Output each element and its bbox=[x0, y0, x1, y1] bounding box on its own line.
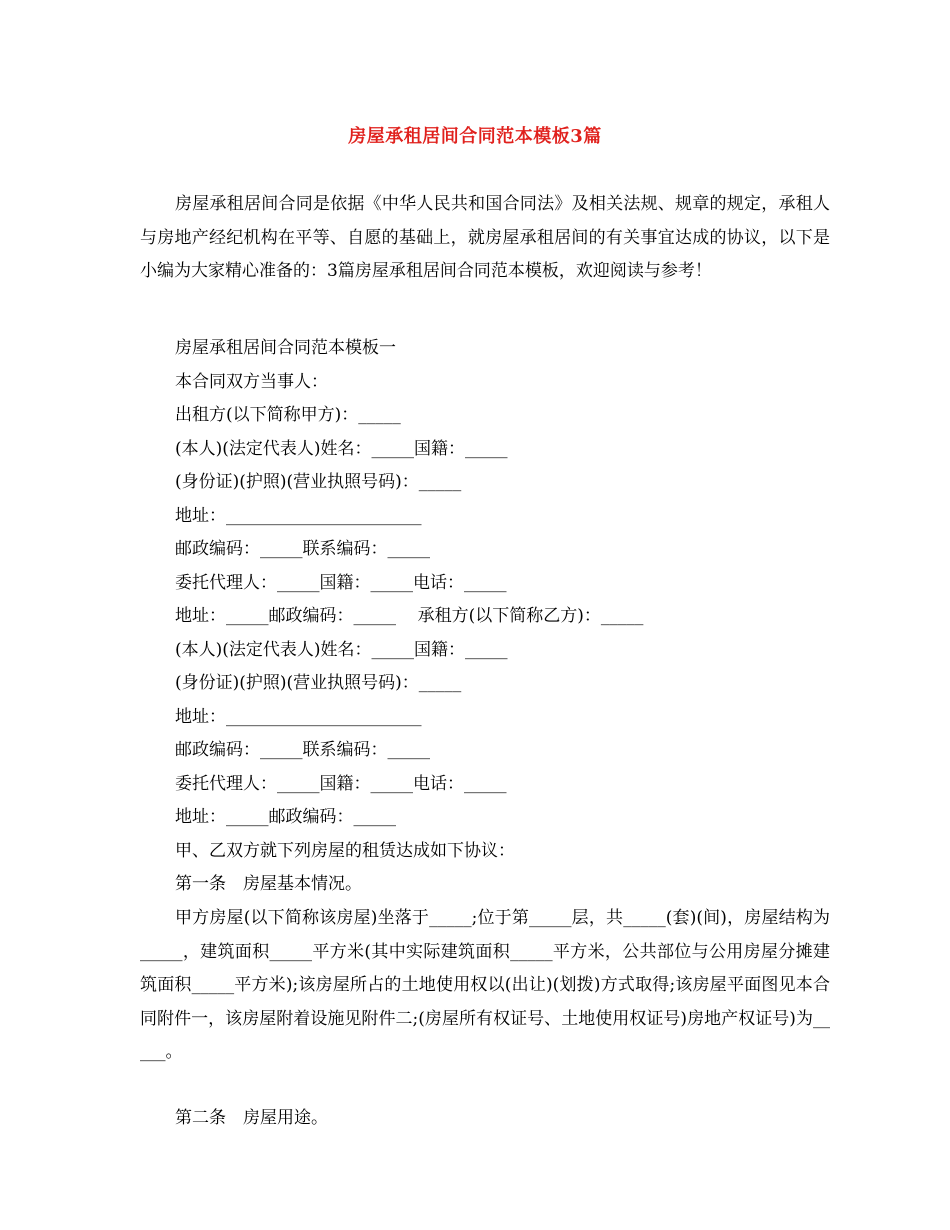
intro-paragraph: 房屋承租居间合同是依据《中华人民共和国合同法》及相关法规、规章的规定，承租人与房地产经纪机构在平等、自愿的基础上，就房屋承租居间的有关事宜达成的协议，以下是小编为大家精心准备的：3篇房屋承租居间合同范本模板，欢迎阅读与参考！ bbox=[140, 194, 830, 281]
text-line: 地址：_____邮政编码：_____ 承租方(以下简称乙方)：_____ bbox=[175, 606, 644, 626]
text-line: (本人)(法定代表人)姓名：_____国籍：_____ bbox=[175, 439, 508, 459]
document-title: 房屋承租居间合同范本模板3篇 bbox=[348, 126, 602, 147]
text-line: 委托代理人：_____国籍：_____电话：_____ bbox=[175, 573, 507, 593]
text-line: 地址：_______________________ bbox=[175, 707, 422, 727]
text-line: 委托代理人：_____国籍：_____电话：_____ bbox=[175, 774, 507, 794]
article-heading: 第二条 房屋用途。 bbox=[175, 1108, 328, 1128]
text-line: 出租方(以下简称甲方)：_____ bbox=[175, 405, 401, 425]
text-line: 本合同双方当事人： bbox=[175, 372, 328, 392]
text-line: (本人)(法定代表人)姓名：_____国籍：_____ bbox=[175, 640, 508, 660]
article-paragraph: 甲方房屋(以下简称该房屋)坐落于_____;位于第_____层，共_____(套)(间)，房屋结构为_____，建筑面积_____平方米(其中实际建筑面积_____平方米，公共部位与公用房屋分摊建筑面积_____平方米);该房屋所占的土地使用权以(出让)(划拨)方式取得;该房屋平面图见本合同附件一，该房屋附着设施见附件二;(房屋所有权证号、土地使用权证号)房地产权证号)为_____。 bbox=[140, 908, 830, 1062]
text-line: (身份证)(护照)(营业执照号码)：_____ bbox=[175, 472, 462, 492]
text-line: (身份证)(护照)(营业执照号码)：_____ bbox=[175, 673, 462, 693]
section-heading: 房屋承租居间合同范本模板一 bbox=[175, 338, 396, 358]
text-line: 地址：_____邮政编码：_____ bbox=[175, 807, 396, 827]
article-heading: 第一条 房屋基本情况。 bbox=[175, 874, 362, 894]
text-line: 邮政编码：_____联系编码：_____ bbox=[175, 539, 430, 559]
text-line: 邮政编码：_____联系编码：_____ bbox=[175, 740, 430, 760]
text-line: 甲、乙双方就下列房屋的租赁达成如下协议： bbox=[175, 841, 515, 861]
text-line: 地址：_______________________ bbox=[175, 506, 422, 526]
